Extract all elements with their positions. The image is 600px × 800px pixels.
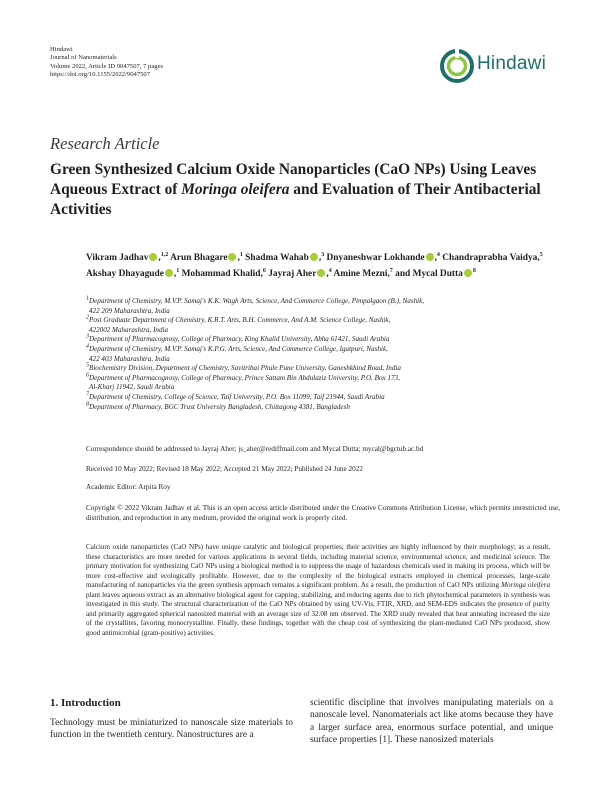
author-list [86, 250, 556, 283]
author-affiliation-number: 5 [539, 251, 543, 258]
affiliation-line [86, 326, 556, 336]
affiliation-text: 422 403 Maharashtra, India [89, 354, 170, 363]
abstract [86, 543, 550, 638]
affiliation-number: 2 [86, 314, 89, 321]
author-separator: , [537, 253, 540, 263]
correspondence: Correspondence should be addressed to Jayraj Aher; js_aher@rediffmail.com and Mycal Dutta; mycal@bgctub.ac.bd [86, 445, 424, 453]
author [86, 253, 168, 263]
author-separator: , [434, 253, 437, 263]
academic-editor: Academic Editor: Arpita Roy [86, 483, 171, 491]
author [413, 269, 476, 279]
abstract-text-1: Calcium oxide nanoparticles (CaO NPs) have unique catalytic and biological properties; their activities are highly influenced by their morphology; as a result, these characteristics are more needed for various applications in several fields, including material science, environmental science, and medicinal science. The primary motivation for synthesizing CaO NPs using a biological method is to suppress the usage of hazardous chemicals used in making its process, which will be more cost-effective and ecologically profitable. However, due to the complexity of the biological extracts employed in chemical processes, large-scale manufacturing of nanoparticles via the green synthesis approach remains a significant problem. As a result, the production of CaO NPs utilizing [86, 543, 550, 589]
orcid-icon[interactable] [228, 253, 236, 261]
affiliation-number: 7 [86, 391, 89, 398]
author-separator: , [173, 269, 177, 280]
volume-line: Volume 2022, Article ID 9047507, 7 pages [50, 62, 164, 70]
author-name: Shadma Wahab [245, 253, 309, 263]
author-name: Akshay Dhayagude [86, 269, 164, 280]
affiliation [86, 364, 556, 374]
affiliation-line [86, 335, 556, 345]
affiliation-text: Al-Kharj 11942, Saudi Arabia [89, 383, 175, 392]
copyright-notice: Copyright © 2022 Vikram Jadhav et al. This is an open access article distributed under the Creative Commons Attribution License, which permits unrestricted use, distribution, and reproduction in any medium, provided the original work is properly cited. [86, 504, 560, 522]
logo-text: Hindawi [477, 53, 546, 74]
affiliation-number: 3 [86, 334, 89, 341]
author-affiliation-number: 4 [436, 251, 440, 258]
affiliation-text: Department of Pharmacognosy, College of Pharmacy, King Khalid University, Abha 61421, Saudi Arabia [89, 335, 390, 344]
author-name: Mycal Dutta [412, 269, 463, 280]
affiliation-line [86, 355, 556, 365]
affiliation-text: 422002 Maharashtra, India [89, 325, 169, 334]
author-affiliation-number: 4 [328, 268, 332, 275]
author [327, 253, 440, 263]
title-text-2: and Evaluation of Their Antibacterial Activities [50, 181, 541, 218]
publisher-name: Hindawi [50, 46, 73, 53]
intro-right-column: scientific discipline that involves manipulating materials on a nanoscale level. Nanomaterials act like atoms because they have a larger surface area, enormous surface potential, and unique surface properties [1]. These nanosized materials [310, 698, 553, 746]
author-affiliation-number: 1 [239, 251, 243, 258]
affiliation-line [86, 345, 556, 355]
affiliation-text: Department of Chemistry, M.V.P. Samaj's K.K. Wagh Arts, Science, And Commerce College, Pimpalgaon (B.), Nashik, [89, 297, 425, 305]
affiliation-text: Post Graduate Department of Chemistry, K.R.T. Arts, B.H. Commerce, And A.M. Science College, Nashik, [89, 316, 391, 325]
author-separator: , [326, 269, 329, 280]
author-name: Vikram Jadhav [86, 253, 149, 263]
author-separator: , [237, 253, 240, 263]
affiliation-number: 5 [86, 362, 89, 369]
author [268, 269, 332, 279]
affiliation-line [86, 383, 556, 393]
author [334, 269, 393, 279]
affiliation [86, 374, 556, 393]
author-and: and [395, 269, 413, 280]
hindawi-logo [439, 48, 559, 84]
author-separator: , [158, 253, 161, 263]
affiliation-number: 8 [86, 401, 89, 408]
affiliation-number: 1 [86, 295, 89, 302]
affiliation-line [86, 297, 556, 307]
hindawi-logo-icon [439, 48, 475, 84]
author [245, 253, 324, 263]
abstract-text-2: plant leaves aqueous extract as an alternative biological agent for capping, stabilizing, and reducing agents due to rich phytochemical parameters in synthesis was investigated in this study. The structural characterization of the CaO NPs obtained by using UV-Vis, FTIR, XRD, and SEM-EDS indicates the presence of purity and primarily aggregated spherical nanosized material with an average size of 32.08 nm observed. The XRD study revealed that heat annealing increased the size of the crystallites, favoring monocrystalline. Finally, these findings, together with the cheap cost of synthesizing the plant-mediated CaO NPs produced, show good antimicrobial (gram-positive) activities. [86, 590, 550, 637]
affiliation [86, 316, 556, 335]
affiliation [86, 335, 556, 345]
orcid-icon[interactable] [149, 253, 157, 261]
affiliation [86, 345, 556, 364]
affiliation-line [86, 316, 556, 326]
author-separator: , [260, 269, 263, 280]
author-separator: , [387, 269, 390, 280]
journal-name: Journal of Nanomaterials [50, 54, 117, 62]
affiliation-line [86, 374, 556, 384]
orcid-icon[interactable] [310, 253, 318, 261]
affiliation-line [86, 364, 556, 374]
affiliation-line [86, 393, 556, 403]
author-affiliation-number: 1 [176, 268, 180, 275]
orcid-icon[interactable] [317, 269, 325, 277]
doi-link[interactable]: https://doi.org/10.1155/2022/9047507 [50, 71, 151, 79]
journal-header [50, 46, 163, 80]
affiliation-text: Department of Pharmacognosy, College of Pharmacy, Prince Sattam Bin Abdulaziz University, P.O. Box 173, [89, 373, 400, 382]
author-name: Arun Bhagare [170, 253, 228, 263]
orcid-icon[interactable] [464, 269, 472, 277]
affiliation-text: Department of Chemistry, College of Science, Taif University, P.O. Box 11099, Taif 21944, Saudi Arabia [89, 392, 385, 401]
author-separator: , [318, 253, 322, 263]
affiliation [86, 297, 556, 316]
author-affiliation-number: 7 [389, 268, 393, 275]
orcid-icon[interactable] [165, 269, 173, 277]
affiliation-line [86, 307, 556, 317]
author [170, 253, 243, 263]
author-name: Jayraj Aher [268, 269, 317, 280]
publication-dates: Received 10 May 2022; Revised 18 May 2022; Accepted 21 May 2022; Published 24 June 2022 [86, 465, 363, 473]
affiliation-list [86, 297, 556, 412]
affiliation-text: Department of Chemistry, M.V.P. Samaj's K.P.G. Arts, Science, And Commerce College, Igatpuri, Nashik, [89, 344, 388, 353]
abstract-species: Moringa oleifera [501, 581, 550, 589]
author-affiliation-number: 8 [472, 268, 476, 275]
intro-left-column: Technology must be miniaturized to nanoscale size materials to function in the twentieth century. Nanostructures are a [50, 718, 293, 741]
section-heading: 1. Introduction [50, 697, 121, 709]
orcid-icon[interactable] [426, 253, 434, 261]
affiliation [86, 403, 556, 413]
affiliation [86, 393, 556, 403]
author-affiliation-number: 3 [321, 251, 325, 258]
author-affiliation-number: 6 [262, 268, 266, 275]
title-text-1: Green Synthesized Calcium Oxide Nanoparticles (CaO NPs) Using Leaves Aqueous Extract of [50, 161, 537, 198]
article-title [50, 160, 560, 220]
title-species: Moringa oleifera [181, 181, 290, 198]
author [442, 253, 542, 263]
author-affiliation-number: 1,2 [160, 251, 169, 258]
affiliation-line [86, 403, 556, 413]
affiliation-number: 4 [86, 343, 89, 350]
article-type: Research Article [50, 134, 160, 153]
affiliation-text: 422 209 Maharashtra, India [89, 306, 170, 315]
author [182, 269, 266, 279]
affiliation-text: Department of Pharmacy, BGC Trust University Bangladesh, Chittagong 4381, Bangladesh [89, 402, 350, 411]
author [86, 269, 179, 279]
affiliation-text: Biochemistry Division, Department of Chemistry, Savitribai Phule Pune University, Ganeshkhind Road, India [89, 364, 401, 373]
affiliation-number: 6 [86, 372, 89, 379]
author-name: Amine Mezni [333, 269, 388, 280]
author-name: Mohammad Khalid [181, 269, 261, 280]
author-name: Dnyaneshwar Lokhande [326, 253, 425, 263]
author-name: Chandraprabha Vaidya [442, 253, 538, 263]
